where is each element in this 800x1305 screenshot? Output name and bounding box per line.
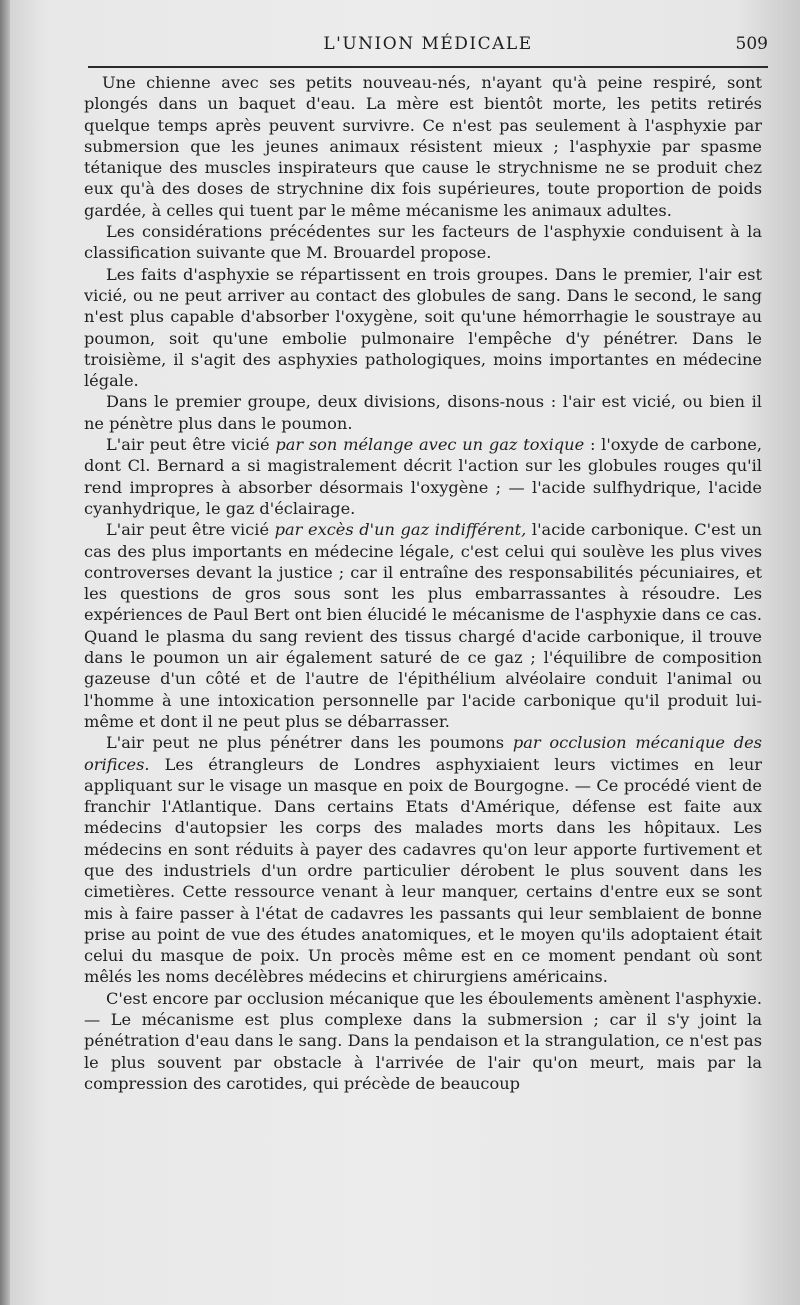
- page-number: 509: [735, 34, 768, 54]
- text-run: Une chienne avec ses petits nouveau-nés, n'ayant qu'à peine respiré, sont plongés dans un baquet d'eau. La mère est bientôt morte, les petits retirés quelque temps après peuvent survivre. Ce n'est pas seulement à l'asphyxie par submersion que les jeunes animaux résistent mieux ; l'asphyxie par spasme tétanique des muscles inspirateurs que cause le strychnisme ne se produit chez eux qu'à des doses de strychnine dix fois supérieures, toute proportion de poids gardée, à celles qui tuent par le même mécanisme les animaux adultes.: [84, 73, 762, 220]
- paragraph-4: [84, 391, 762, 434]
- text-run: l'acide carbonique. C'est un cas des plus importants en médecine légale, c'est celui qui soulève les plus vives controverses devant la justice ; car il entraîne des responsabilités pécuniaires, et les questions de gros sous sont les plus embarrassantes à résoudre. Les expériences de Paul Bert ont bien élucidé le mécanisme de l'asphyxie dans ce cas. Quand le plasma du sang revient des tissus chargé d'acide carbonique, il trouve dans le poumon un air également saturé de ce gaz ; l'équilibre de composition gazeuse d'un côté et de l'autre de l'épithélium alvéolaire conduit l'animal ou l'homme à une intoxication personnelle par l'acide carbonique qu'il produit lui-même et dont il ne peut plus se débarrasser.: [84, 520, 762, 731]
- page-binding-shadow: [0, 0, 10, 1305]
- journal-title: L'UNION MÉDICALE: [323, 34, 533, 54]
- text-run: C'est encore par occlusion mécanique que les éboulements amènent l'asphyxie. — Le mécanisme est plus complexe dans la submersion ; car il s'y joint la pénétration d'eau dans le sang. Dans la pendaison et la strangulation, ce n'est pas le plus souvent par obstacle à l'arrivée de l'air qu'on meurt, mais par la compression des carotides, qui précède de beaucoup: [84, 988, 762, 1093]
- text-run: Les considérations précédentes sur les facteurs de l'asphyxie conduisent à la classification suivante que M. Brouardel propose.: [84, 222, 762, 263]
- paragraph-6: [84, 519, 762, 732]
- paragraph-3: [84, 264, 762, 392]
- paragraph-8: [84, 988, 762, 1094]
- text-run: Dans le premier groupe, deux divisions, disons-nous : l'air est vicié, ou bien il ne pénètre plus dans le poumon.: [84, 392, 762, 433]
- header-rule: [88, 66, 768, 68]
- italic-phrase: par son mélange avec un gaz toxique: [275, 435, 585, 455]
- paragraph-5: [84, 434, 762, 519]
- text-run: Les étrangleurs de Londres asphyxiaient leurs victimes en leur appliquant sur le visage un masque en poix de Bourgogne. — Ce procédé vient de franchir l'Atlantique. Dans certains Etats d'Amérique, défense est faite aux médecins d'autopsier les corps des malades morts dans les hôpitaux. Les médecins en sont réduits à payer des cadavres qu'on leur apporte furtivement et que des industriels d'un ordre particulier dérobent le plus souvent dans les cimetières. Cette ressource venant à leur manquer, certains d'entre eux se sont mis à faire passer à l'état de cadavres les passants qui leur semblaient de bonne prise au point de vue des études anatomiques, et le moyen qu'ils adoptaient était celui du masque de poix. Un procès même est en ce moment pendant où sont mêlés les noms decélèbres médecins et chirurgiens américains.: [84, 754, 762, 987]
- paragraph-2: [84, 221, 762, 264]
- paragraph-7: [84, 732, 762, 988]
- article-body: [84, 72, 762, 1094]
- text-run: L'air peut ne plus pénétrer dans les poumons: [106, 733, 513, 753]
- paragraph-1: [84, 72, 762, 221]
- running-header: [88, 30, 768, 64]
- italic-phrase: par excès d'un gaz indifférent,: [274, 520, 527, 540]
- italic-phrase: par occlusion mécanique des orifices.: [84, 733, 762, 774]
- text-run: L'air peut être vicié: [106, 435, 276, 455]
- text-run: Les faits d'asphyxie se répartissent en trois groupes. Dans le premier, l'air est vicié, ou ne peut arriver au contact des globules de sang. Dans le second, le sang n'est plus capable d'absorber l'oxygène, soit qu'une hémorrhagie le soustraye au poumon, soit qu'une embolie pulmonaire l'empêche d'y pénétrer. Dans le troisième, il s'agit des asphyxies pathologiques, moins importantes en médecine légale.: [84, 264, 762, 391]
- text-run: : l'oxyde de carbone, dont Cl. Bernard a si magistralement décrit l'action sur les globules rouges qu'il rend impropres à absorber désormais l'oxygène ; — l'acide sulfhydrique, l'acide cyanhydrique, le gaz d'éclairage.: [84, 435, 762, 518]
- text-run: L'air peut être vicié: [106, 520, 275, 540]
